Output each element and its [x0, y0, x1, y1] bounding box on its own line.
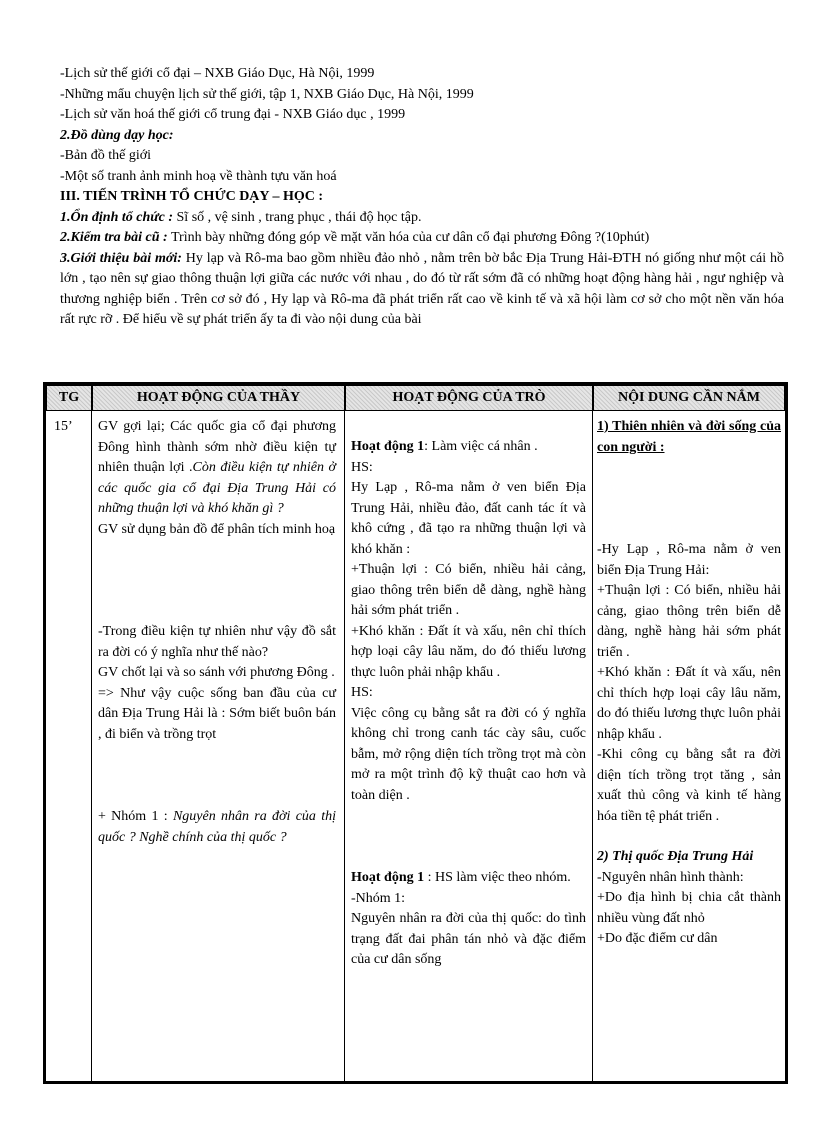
content-title-1: 1) Thiên nhiên và đời sống của con người : — [597, 419, 781, 455]
column-tg — [46, 411, 92, 1081]
header-student: HOẠT ĐỘNG CỦA TRÒ — [345, 385, 593, 411]
content-cause-terrain: +Do địa hình bị chia cắt thành nhiều vùng đất nhỏ — [597, 890, 781, 926]
student-difficulties: +Khó khăn : Đất ít và xấu, nên chỉ thích hợp loại cây lâu năm, do đó thiếu lương thực luôn phải nhập khẩu . — [351, 623, 586, 680]
content-difficulties: +Khó khăn : Đất ít và xấu, nên chỉ thích hợp loại cây lâu năm, do đó thiếu lương thực luôn phải nhập khẩu . — [597, 665, 781, 742]
reference-3: -Lịch sử văn hoá thế giới cổ trung đại - NXB Giáo dục , 1999 — [60, 107, 406, 122]
activity-1-label: Hoạt động 1 — [351, 439, 425, 454]
step-1-label: 1.Ổn định tổ chức : — [60, 209, 174, 225]
activity-1 — [351, 437, 586, 458]
teacher-intro-text: GV gợi lại; Các quốc gia cổ đại phương Đông hình thành sớm nhờ điều kiện tự nhiên thuận lợi . — [98, 419, 336, 475]
tool-1: -Bản đồ thế giới — [60, 148, 151, 163]
activity-2 — [351, 868, 586, 889]
step-3 — [60, 249, 784, 331]
content-location: -Hy Lạp , Rô-ma nằm ở ven biển Địa Trung Hải: — [597, 542, 781, 578]
teacher-group-1 — [98, 807, 336, 848]
group-1-answer: Nguyên nhân ra đời của thị quốc: do tình trạng đất đai phân tán nhỏ và đặc điểm của cư dân sống — [351, 911, 586, 967]
student-answer-1: Hy Lạp , Rô-ma nằm ở ven biển Địa Trung Hải, nhiều đảo, đất canh tác ít và khô cứng , đã tạo ra những thuận lợi và khó khăn : — [351, 480, 586, 557]
content-title-2: 2) Thị quốc Địa Trung Hải — [597, 849, 754, 864]
reference-2: -Những mẩu chuyện lịch sử thế giới, tập 1, NXB Giáo Dục, Hà Nội, 1999 — [60, 86, 474, 102]
lesson-table — [43, 382, 788, 1084]
tool-2: -Một số tranh ảnh minh hoạ về thành tựu văn hoá — [60, 168, 337, 184]
step-2-label: 2.Kiểm tra bài cũ : — [60, 230, 168, 245]
time-value: 15’ — [54, 419, 73, 434]
step-3-text: Hy lạp và Rô-ma bao gồm nhiều đảo nhỏ , nằm trên bờ bắc Địa Trung Hải-ĐTH nó giống như một cái hồ lớn , tạo nên sự giao thông thuận lợi giữa các nước với nhau , do đó từ rất sớm đã có những hoạt động hàng hải , ngư nghiệp và thương nghiệp biển . Trên cơ sở đó , Hy lạp và Rô-ma đã phát triển rất cao về kinh tế và xã hội làm cơ sở cho một nền văn hóa rất rực rỡ . Để hiểu về sự phát triển ấy ta đi vào nội dung của bài — [60, 250, 785, 327]
activity-2-label: Hoạt động 1 — [351, 870, 425, 885]
teacher-map-use: GV sử dụng bản đồ để phân tích minh hoạ — [98, 521, 336, 537]
header-tg: TG — [46, 385, 92, 411]
teacher-intro — [98, 417, 336, 520]
teacher-cell — [98, 417, 336, 848]
student-iron-answer: Việc công cụ bằng sắt ra đời có ý nghĩa không chỉ trong canh tác cày sâu, cuốc bẫm, mở rộng diện tích trồng trọt mà còn mở ra một trình độ kỹ thuật cao hơn và toàn diện . — [351, 705, 586, 803]
step-1 — [60, 208, 784, 229]
teacher-iron-question: -Trong điều kiện tự nhiên như vậy đồ sắt ra đời có ý nghĩa như thế nào? — [98, 624, 336, 660]
reference-1: -Lịch sử thế giới cổ đại – NXB Giáo Dục, Hà Nội, 1999 — [60, 66, 375, 81]
teacher-conclusion: => Như vậy cuộc sống ban đầu của cư dân Địa Trung Hải là : Sớm biết buôn bán , đi biển và trồng trọt — [98, 685, 336, 742]
content-cause-residents: +Do đặc điểm cư dân — [597, 931, 718, 946]
student-advantages: +Thuận lợi : Có biển, nhiều hải cảng, giao thông trên biển dễ dàng, nghề hàng hải sớm phát triển . — [351, 562, 586, 618]
step-1-text: Sĩ số , vệ sinh , trang phục , thái độ học tập. — [173, 209, 422, 225]
header-teacher: HOẠT ĐỘNG CỦA THẦY — [92, 385, 345, 411]
hs-label-1: HS: — [351, 459, 373, 475]
teacher-question: Còn điều kiện tự nhiên ở các quốc gia cổ đại Địa Trung Hải có những thuận lợi và khó khăn gì ? — [98, 460, 336, 516]
student-cell — [351, 437, 586, 971]
intro-section — [60, 64, 784, 331]
content-causes: -Nguyên nhân hình thành: — [597, 869, 744, 885]
activity-2-text: : HS làm việc theo nhóm. — [424, 870, 571, 885]
step-3-label: 3.Giới thiệu bài mới: — [60, 250, 182, 266]
section-2-title: 2.Đồ dùng dạy học: — [60, 127, 174, 143]
group-1-heading: -Nhóm 1: — [351, 890, 406, 906]
content-cell — [597, 417, 781, 950]
header-content: NỘI DUNG CẦN NẮM — [593, 385, 785, 411]
hs-label-2: HS: — [351, 685, 373, 700]
content-iron-tools: -Khi công cụ bằng sắt ra đời diện tích trồng trọt tăng , sản xuất thủ công và kinh tế hàng hóa tiền tệ phát triển . — [597, 747, 781, 824]
teacher-summary: GV chốt lại và so sánh với phương Đông . — [98, 665, 335, 680]
content-advantages: +Thuận lợi : Có biển, nhiều hải cảng, giao thông trên biển dễ dàng, nghề hàng hải sớm phát triển . — [597, 583, 781, 660]
activity-1-text: : Làm việc cá nhân . — [424, 439, 538, 454]
group-1-task: Nguyên nhân ra đời của thị quốc ? Nghề chính của thị quốc ? — [98, 809, 336, 845]
step-2-text: Trình bày những đóng góp về mặt văn hóa của cư dân cổ đại phương Đông ?(10phút) — [167, 230, 650, 245]
group-1-label: + Nhóm 1 : — [98, 809, 173, 824]
step-2 — [60, 228, 784, 249]
section-3-title: III. TIẾN TRÌNH TỔ CHỨC DẠY – HỌC : — [60, 189, 324, 204]
